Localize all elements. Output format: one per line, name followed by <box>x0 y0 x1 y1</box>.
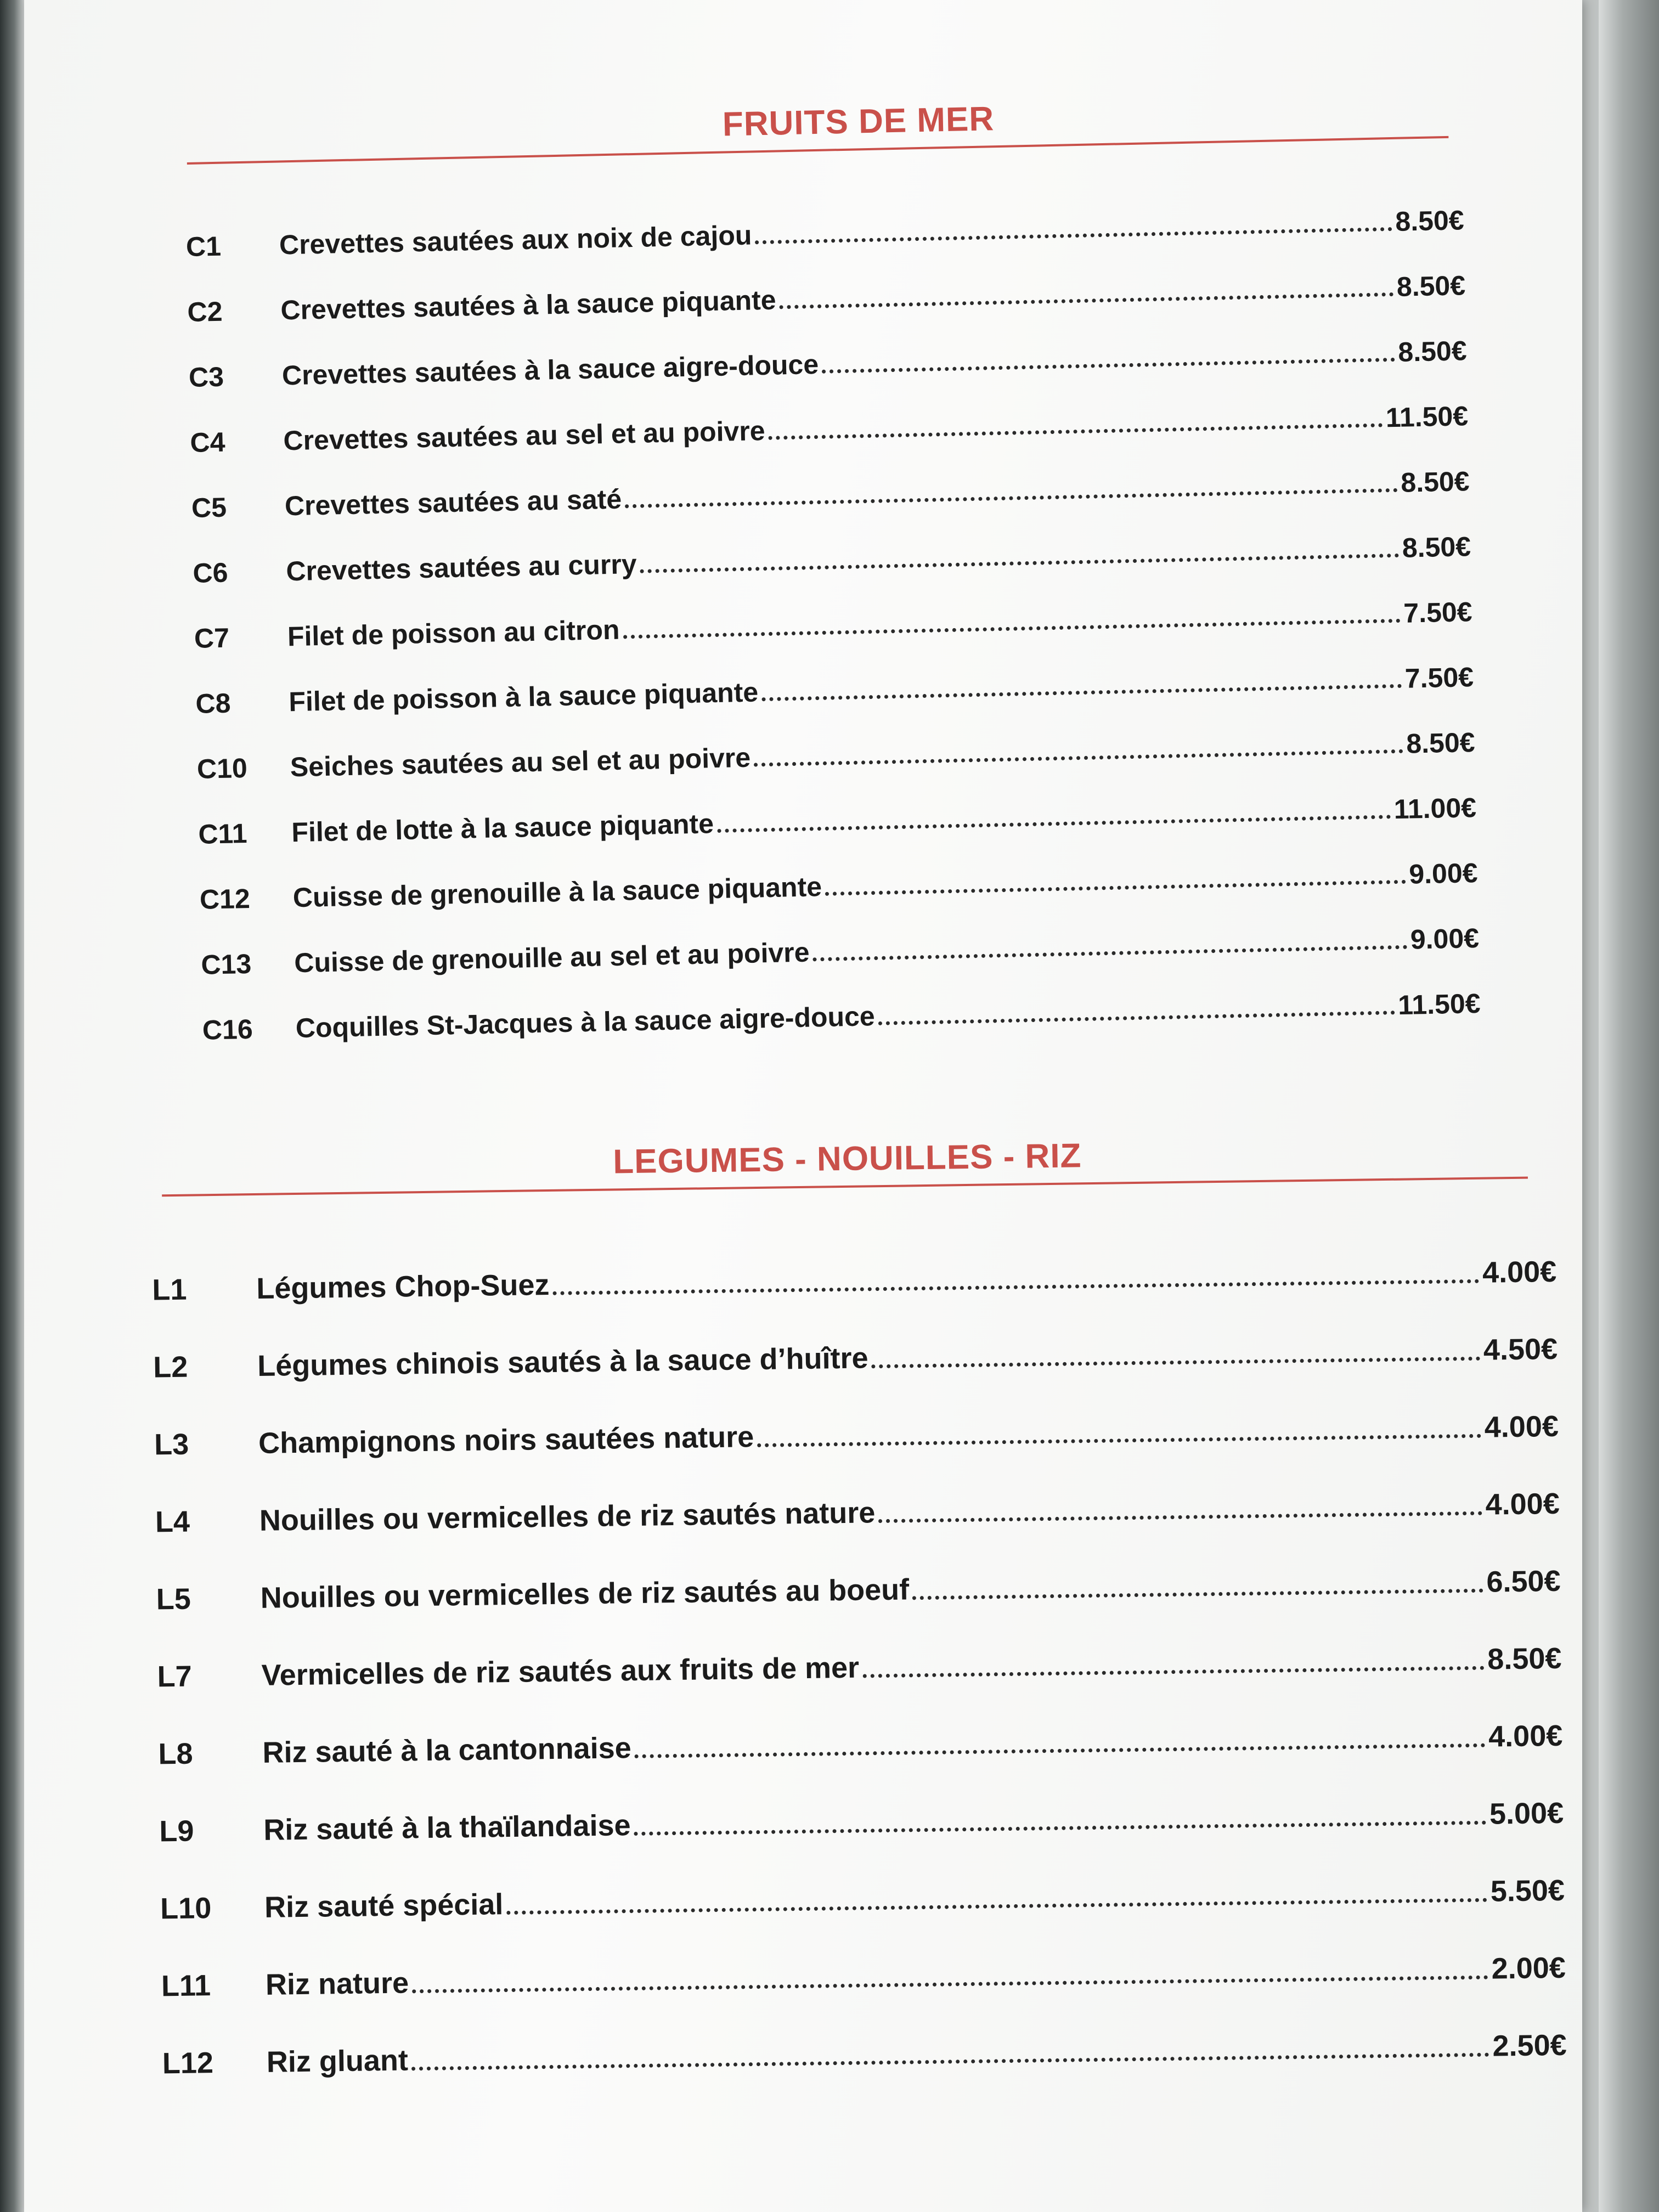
item-name: Nouilles ou vermicelles de riz sautés nature <box>259 1496 876 1537</box>
item-price: 5.50€ <box>1490 1874 1565 1908</box>
item-price: 2.00€ <box>1491 1951 1566 1985</box>
item-code: L2 <box>153 1350 188 1384</box>
item-price: 4.00€ <box>1488 1719 1563 1753</box>
binder-edge-left <box>0 0 24 2212</box>
item-name: Vermicelles de riz sautés aux fruits de mer <box>261 1651 860 1692</box>
dot-leader <box>878 1011 1395 1025</box>
section-legumes-nouilles-riz <box>128 1128 1578 2112</box>
item-code: C5 <box>191 492 227 523</box>
item-price: 4.00€ <box>1485 1487 1560 1521</box>
item-name: Coquilles St-Jacques à la sauce aigre-douce <box>295 1001 876 1044</box>
item-name: Crevettes sautées aux noix de cajou <box>279 219 752 261</box>
item-price: 4.50€ <box>1483 1332 1558 1367</box>
menu-item-list <box>129 1211 1578 2081</box>
item-price: 8.50€ <box>1395 205 1465 237</box>
item-price: 11.00€ <box>1393 792 1477 825</box>
item-code: L12 <box>162 2046 214 2080</box>
item-code: L3 <box>154 1427 189 1462</box>
item-price: 4.00€ <box>1482 1255 1557 1289</box>
item-code: C8 <box>195 687 231 719</box>
item-price: 8.50€ <box>1396 270 1466 302</box>
item-price: 8.50€ <box>1487 1641 1562 1676</box>
item-price: 8.50€ <box>1402 531 1471 563</box>
item-name: Cuisse de grenouille à la sauce piquante <box>292 871 822 913</box>
item-name: Légumes chinois sautés à la sauce d’huître <box>257 1341 868 1383</box>
item-name: Riz sauté à la cantonnaise <box>262 1731 632 1769</box>
item-name: Légumes Chop-Suez <box>256 1268 550 1305</box>
section-title: LEGUMES - NOUILLES - RIZ <box>612 1137 1082 1181</box>
item-code: C1 <box>185 230 222 263</box>
item-code: L9 <box>159 1814 194 1848</box>
item-name: Riz nature <box>265 1966 409 2001</box>
item-code: L8 <box>158 1737 193 1771</box>
item-name: Filet de lotte à la sauce piquante <box>291 808 714 848</box>
item-code: C11 <box>198 817 248 850</box>
item-price: 11.50€ <box>1385 400 1469 433</box>
item-code: L4 <box>155 1505 190 1539</box>
item-code: L7 <box>157 1660 193 1694</box>
item-code: C4 <box>189 426 226 458</box>
item-code: L5 <box>156 1582 191 1616</box>
item-code: L11 <box>161 1969 211 2003</box>
item-name: Crevettes sautées au sel et au poivre <box>283 415 766 456</box>
item-price: 8.50€ <box>1397 335 1468 368</box>
item-price: 9.00€ <box>1410 922 1480 955</box>
item-name: Riz gluant <box>266 2044 409 2079</box>
item-code: L10 <box>160 1892 212 1926</box>
item-code: C12 <box>199 883 251 915</box>
item-code: C2 <box>187 296 223 328</box>
item-name: Riz sauté à la thaïlandaise <box>263 1809 631 1847</box>
dot-leader <box>872 1357 1480 1369</box>
item-name: Crevettes sautées à la sauce aigre-douce <box>281 348 819 391</box>
section-fruits-de-mer <box>134 85 1602 1081</box>
item-code: C10 <box>196 752 248 785</box>
item-name: Champignons noirs sautées nature <box>258 1420 754 1460</box>
item-name: Crevettes sautées au curry <box>285 548 637 587</box>
item-name: Filet de poisson à la sauce piquante <box>288 676 759 718</box>
item-name: Riz sauté spécial <box>264 1888 504 1924</box>
item-code: C16 <box>202 1013 253 1046</box>
item-price: 9.00€ <box>1408 857 1479 890</box>
dot-leader <box>878 1511 1482 1523</box>
item-price: 7.50€ <box>1404 662 1474 694</box>
binder-edge-right <box>1599 0 1659 2212</box>
menu-page <box>24 0 1582 2212</box>
item-price: 11.50€ <box>1397 988 1481 1021</box>
section-title: FRUITS DE MER <box>722 100 995 144</box>
item-name: Crevettes sautées au saté <box>284 483 622 522</box>
item-code: C3 <box>188 361 224 393</box>
item-name: Cuisse de grenouille au sel et au poivre <box>294 936 810 979</box>
item-name: Filet de poisson au citron <box>287 614 620 652</box>
dot-leader <box>411 2053 1489 2071</box>
item-code: C7 <box>194 622 230 654</box>
dot-leader <box>862 1666 1484 1678</box>
item-price: 4.00€ <box>1484 1409 1559 1444</box>
item-price: 8.50€ <box>1406 727 1476 759</box>
item-name: Nouilles ou vermicelles de riz sautés au boeuf <box>260 1573 910 1615</box>
item-price: 6.50€ <box>1486 1564 1561 1599</box>
menu-item-list <box>136 168 1601 1047</box>
item-name: Crevettes sautées à la sauce piquante <box>280 284 777 326</box>
item-price: 5.00€ <box>1489 1796 1564 1831</box>
item-code: C6 <box>192 557 229 589</box>
item-name: Seiches sautées au sel et au poivre <box>290 742 751 783</box>
item-price: 8.50€ <box>1400 466 1470 498</box>
item-price: 2.50€ <box>1492 2028 1567 2063</box>
item-code: L1 <box>152 1273 187 1307</box>
dot-leader <box>912 1589 1483 1600</box>
item-code: C13 <box>200 948 252 980</box>
item-price: 7.50€ <box>1403 596 1473 629</box>
